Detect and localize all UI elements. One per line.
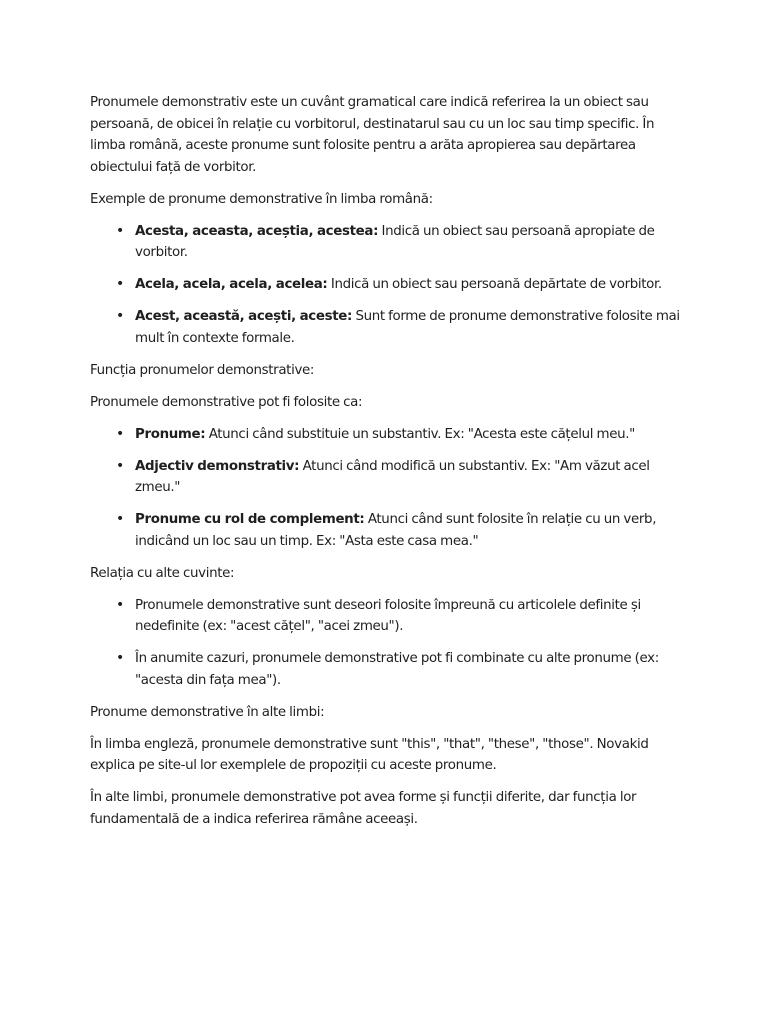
list-item-text: Atunci când modifică un substantiv. Ex: "Am văzut acel zmeu." xyxy=(135,458,650,495)
list-item xyxy=(135,306,686,349)
list-item xyxy=(135,221,686,264)
list-item-text: Indică un obiect sau persoană apropiate de vorbitor. xyxy=(135,223,655,260)
examples-list xyxy=(90,221,686,350)
english-paragraph: În limba engleză, pronumele demonstrative sunt "this", "that", "these", "those". Novakid explica pe site-ul lor exemplele de propoziții cu aceste pronume. xyxy=(90,736,649,773)
list-item-term: Pronume cu rol de complement: xyxy=(135,512,365,527)
list-item: • Pronumele demonstrative sunt deseori folosite împreună cu articolele definite și nedefinite (ex: "acest cățel", "acei zmeu"). xyxy=(135,595,686,638)
examples-heading: Exemple de pronume demonstrative în limba română: xyxy=(90,191,433,207)
list-item-text: Indică un obiect sau persoană depărtate de vorbitor. xyxy=(327,277,662,292)
list-item-term: Pronume: xyxy=(135,426,206,442)
list-item-term: Acest, această, acești, aceste: xyxy=(135,309,353,324)
intro-paragraph: Pronumele demonstrativ este un cuvânt gramatical care indică referirea la un obiect sau persoană, de obicei în relație cu vorbitorul, destinatarul sau cu un loc sau timp specific. În limba română, aceste pronume sunt folosite pentru a arăta apropierea sau depărtarea obiectului față de vorbitor. xyxy=(90,95,655,175)
relation-heading: Relația cu alte cuvinte: xyxy=(90,565,235,581)
function-heading: Funcția pronumelor demonstrative: xyxy=(90,362,315,378)
list-item-text: Atunci când substituie un substantiv. Ex: "Acesta este cățelul meu." xyxy=(205,426,635,442)
function-intro: Pronumele demonstrative pot fi folosite ca: xyxy=(90,394,363,410)
list-item xyxy=(135,274,686,296)
list-item-term: Acela, acela, acela, acelea: xyxy=(135,277,328,292)
list-item-term: Acesta, aceasta, aceștia, acestea: xyxy=(135,223,379,239)
relations-list xyxy=(90,595,686,692)
other-languages-heading: Pronume demonstrative în alte limbi: xyxy=(90,704,325,720)
document-page xyxy=(90,92,686,841)
list-item xyxy=(135,509,686,552)
list-item-text: Sunt forme de pronume demonstrative folosite mai mult în contexte formale. xyxy=(135,309,680,346)
functions-list xyxy=(90,424,686,553)
list-item: • În anumite cazuri, pronumele demonstrative pot fi combinate cu alte pronume (ex: "acesta din fața mea"). xyxy=(135,648,686,691)
list-item-term: Adjectiv demonstrativ: xyxy=(135,458,300,474)
list-item-text: Atunci când sunt folosite în relație cu un verb, indicând un loc sau un timp. Ex: "Asta este casa mea." xyxy=(135,512,657,549)
list-item xyxy=(135,456,686,499)
list-item xyxy=(135,424,686,446)
closing-paragraph: În alte limbi, pronumele demonstrative pot avea forme și funcții diferite, dar funcția lor fundamentală de a indica referirea rămâne aceeași. xyxy=(90,790,637,827)
